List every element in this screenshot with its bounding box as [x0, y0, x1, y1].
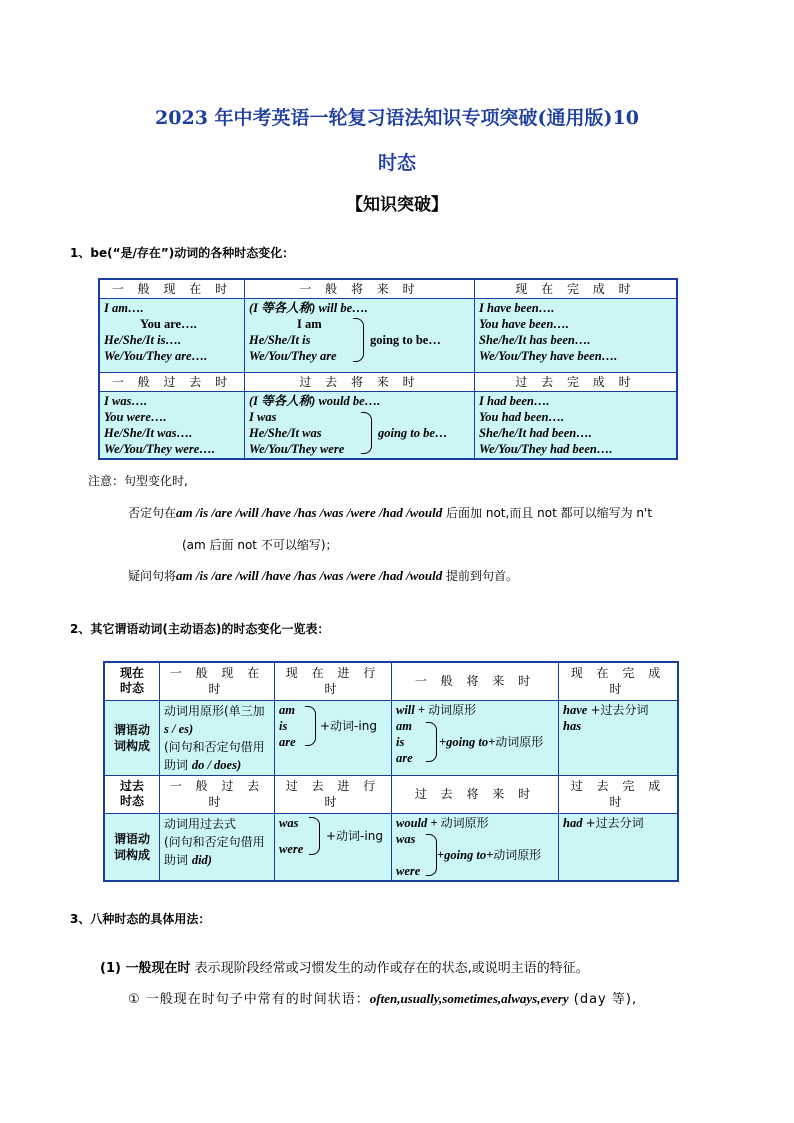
cell-be-future-in-past: (I 等各人称) would be…. I was He/She/It was We/You/They were going to be… — [245, 392, 475, 460]
header-future-simple: 一 般 将 来 时 — [245, 279, 475, 299]
cell-future-in-past-form: would + 动词原形 was were +going to+ 动词原形 — [392, 813, 559, 881]
brace-icon — [309, 817, 320, 855]
note-label: 注意：句型变化时, — [88, 474, 188, 488]
be-tense-table — [98, 278, 678, 460]
note-question: 疑问句将am /is /are /will /have /has /was /were /had /would 提前到句首。 — [128, 568, 519, 583]
cell-present-form: 动词用原形(单三加 s / es) (问句和否定句借用助词 do / does) — [160, 700, 275, 775]
row-label-present: 现在 时态 — [104, 662, 160, 700]
section-3-heading: 3、八种时态的具体用法： — [70, 912, 211, 926]
note-negative: 否定句在am /is /are /will /have /has /was /were /had /would 后面加 not,而且 not 都可以缩写为 n't — [128, 505, 653, 520]
header-future-in-past: 过 去 将 来 时 — [245, 373, 475, 392]
verb-tense-table — [103, 661, 679, 882]
header-present-perfect: 现 在 完 成 时 — [559, 662, 679, 700]
row-label-past: 过去 时态 — [104, 775, 160, 813]
cell-past-perfect-form: had +过去分词 — [559, 813, 679, 881]
cell-future-form: will + 动词原形 am is are +going to+ 动词原形 — [392, 700, 559, 775]
cell-be-future: (I 等各人称) will be…. I am He/She/It is We/You/They are going to be… — [245, 299, 475, 373]
header-present-progressive: 现 在 进 行 时 — [275, 662, 392, 700]
document-title: 2023 年中考英语一轮复习语法知识专项突破(通用版)10 — [155, 107, 639, 129]
note-am-not: (am 后面 not 不可以缩写)； — [182, 538, 338, 552]
cell-be-past-perfect: I had been…. You had been…. She/he/It had been…. We/You/They had been…. — [475, 392, 678, 460]
cell-be-present-perfect: I have been…. You have been…. She/he/It has been…. We/You/They have been…. — [475, 299, 678, 373]
brace-icon — [426, 834, 437, 876]
cell-be-past: I was…. You were…. He/She/It was…. We/You/They were…. — [99, 392, 245, 460]
section-2-heading: 2、其它谓语动词(主动语态)的时态变化一览表： — [70, 622, 330, 636]
document-title-line2: 时态 — [377, 152, 416, 174]
row-label-form: 谓语动词构成 — [104, 700, 160, 775]
cell-be-present: I am…. You are…. He/She/It is…. We/You/They are…. — [99, 299, 245, 373]
cell-progressive-form: am is are +动词-ing — [275, 700, 392, 775]
cell-past-progressive-form: was were +动词-ing — [275, 813, 392, 881]
header-past-perfect: 过 去 完 成 时 — [559, 775, 679, 813]
usage-time-adverbials: ① 一般现在时句子中常有的时间状语：often,usually,sometimes,always,every (day 等), — [128, 991, 638, 1007]
brace-icon — [353, 318, 364, 362]
header-future-in-past: 过 去 将 来 时 — [392, 775, 559, 813]
header-future-simple: 一 般 将 来 时 — [392, 662, 559, 700]
cell-past-form: 动词用过去式 (问句和否定句借用助词 did) — [160, 813, 275, 881]
section-heading: 【知识突破】 — [346, 195, 448, 215]
brace-icon — [426, 722, 437, 762]
row-label-form-past: 谓语动词构成 — [104, 813, 160, 881]
header-past-perfect: 过 去 完 成 时 — [475, 373, 678, 392]
header-present-simple: 一 般 现 在 时 — [160, 662, 275, 700]
brace-icon — [305, 706, 316, 746]
cell-perfect-form: have +过去分词 has — [559, 700, 679, 775]
header-past-simple: 一 般 过 去 时 — [99, 373, 245, 392]
header-past-simple: 一 般 过 去 时 — [160, 775, 275, 813]
header-present-simple: 一 般 现 在 时 — [99, 279, 245, 299]
header-present-perfect: 现 在 完 成 时 — [475, 279, 678, 299]
header-past-progressive: 过 去 进 行 时 — [275, 775, 392, 813]
brace-icon — [361, 412, 372, 454]
section-1-heading: 1、be(“是/存在”)动词的各种时态变化： — [70, 246, 295, 260]
usage-present-simple: (1) 一般现在时 表示现阶段经常或习惯发生的动作或存在的状态,或说明主语的特征。 — [100, 961, 589, 976]
